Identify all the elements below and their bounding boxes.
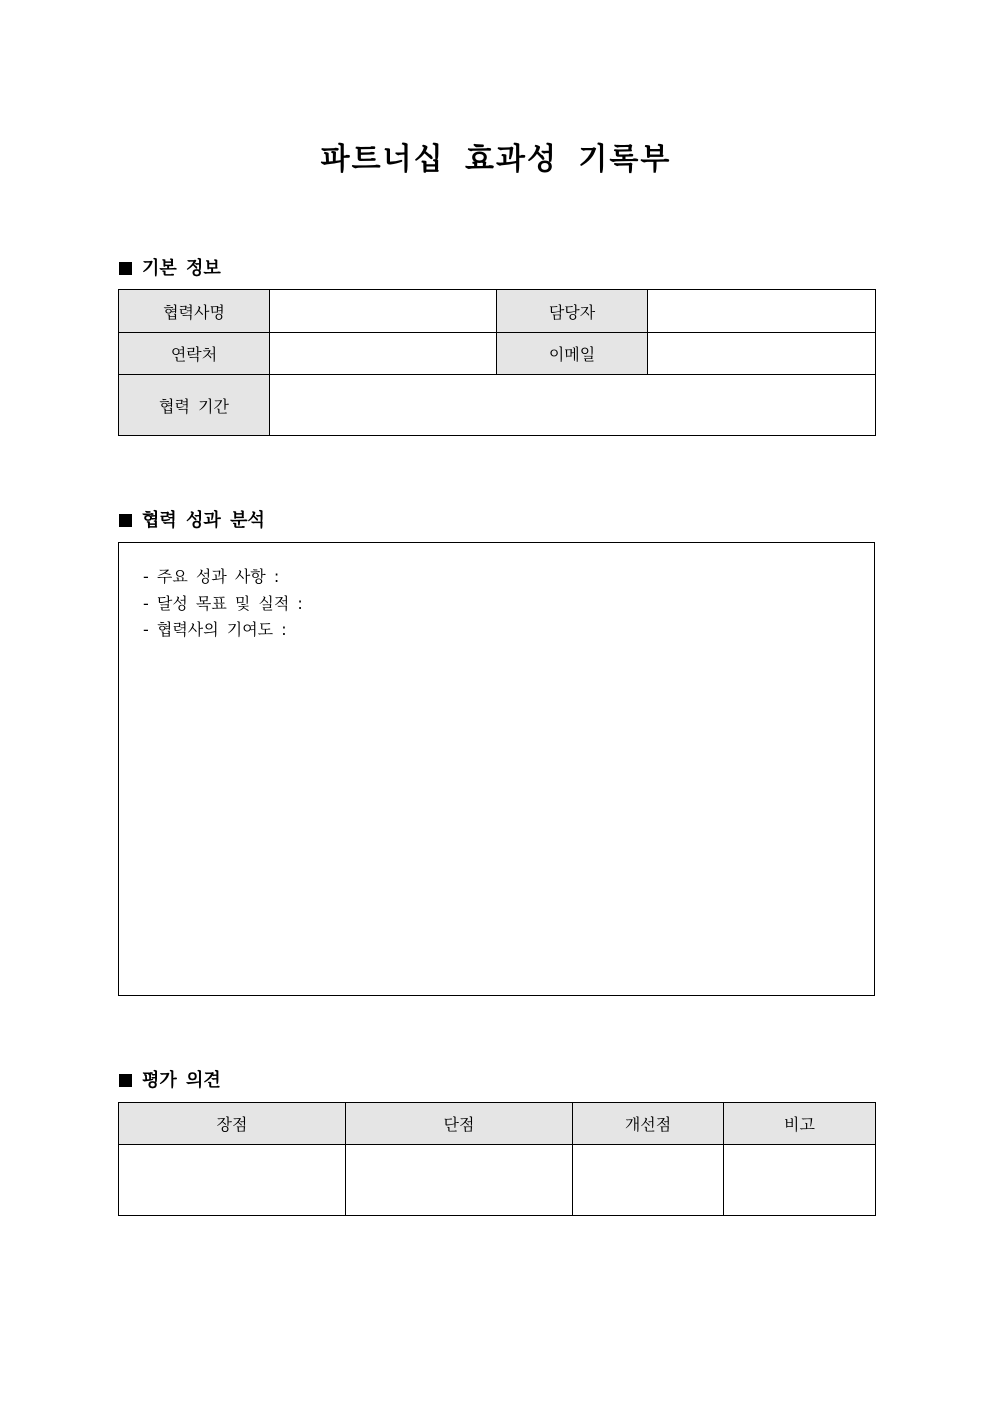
strengths-field[interactable] [119, 1145, 346, 1216]
improvements-header: 개선점 [573, 1103, 724, 1145]
table-row [119, 1103, 876, 1145]
manager-field[interactable] [648, 290, 876, 333]
analysis-list [119, 543, 874, 644]
list-item: - 주요 성과 사항 : [143, 567, 280, 586]
analysis-box[interactable] [118, 542, 875, 996]
partner-name-label: 협력사명 [119, 290, 270, 333]
weaknesses-field[interactable] [346, 1145, 573, 1216]
section-heading-analysis [119, 506, 265, 532]
table-row [119, 1145, 876, 1216]
period-label: 협력 기간 [119, 375, 270, 436]
list-item: - 협력사의 기여도 : [143, 620, 287, 639]
email-field[interactable] [648, 333, 876, 375]
section-heading-label: 협력 성과 분석 [142, 510, 265, 531]
manager-label: 담당자 [497, 290, 648, 333]
square-bullet-icon [119, 262, 132, 275]
page-title: 파트너십 효과성 기록부 [320, 142, 672, 177]
table-row [119, 333, 876, 375]
weaknesses-header: 단점 [346, 1103, 573, 1145]
partner-name-field[interactable] [270, 290, 497, 333]
evaluation-table [118, 1102, 876, 1216]
square-bullet-icon [119, 514, 132, 527]
table-row [119, 375, 876, 436]
list-item: - 달성 목표 및 실적 : [143, 593, 303, 613]
period-field[interactable] [270, 375, 876, 436]
remarks-field[interactable] [724, 1145, 876, 1216]
email-label: 이메일 [497, 333, 648, 375]
basic-info-table [118, 289, 876, 436]
section-heading-label: 기본 정보 [142, 258, 221, 279]
improvements-field[interactable] [573, 1145, 724, 1216]
remarks-header: 비고 [724, 1103, 876, 1145]
section-heading-label: 평가 의견 [142, 1070, 221, 1091]
strengths-header: 장점 [119, 1103, 346, 1145]
square-bullet-icon [119, 1074, 132, 1087]
contact-label: 연락처 [119, 333, 270, 375]
section-heading-evaluation [119, 1066, 221, 1092]
table-row [119, 290, 876, 333]
section-heading-basic-info [119, 254, 221, 280]
contact-field[interactable] [270, 333, 497, 375]
